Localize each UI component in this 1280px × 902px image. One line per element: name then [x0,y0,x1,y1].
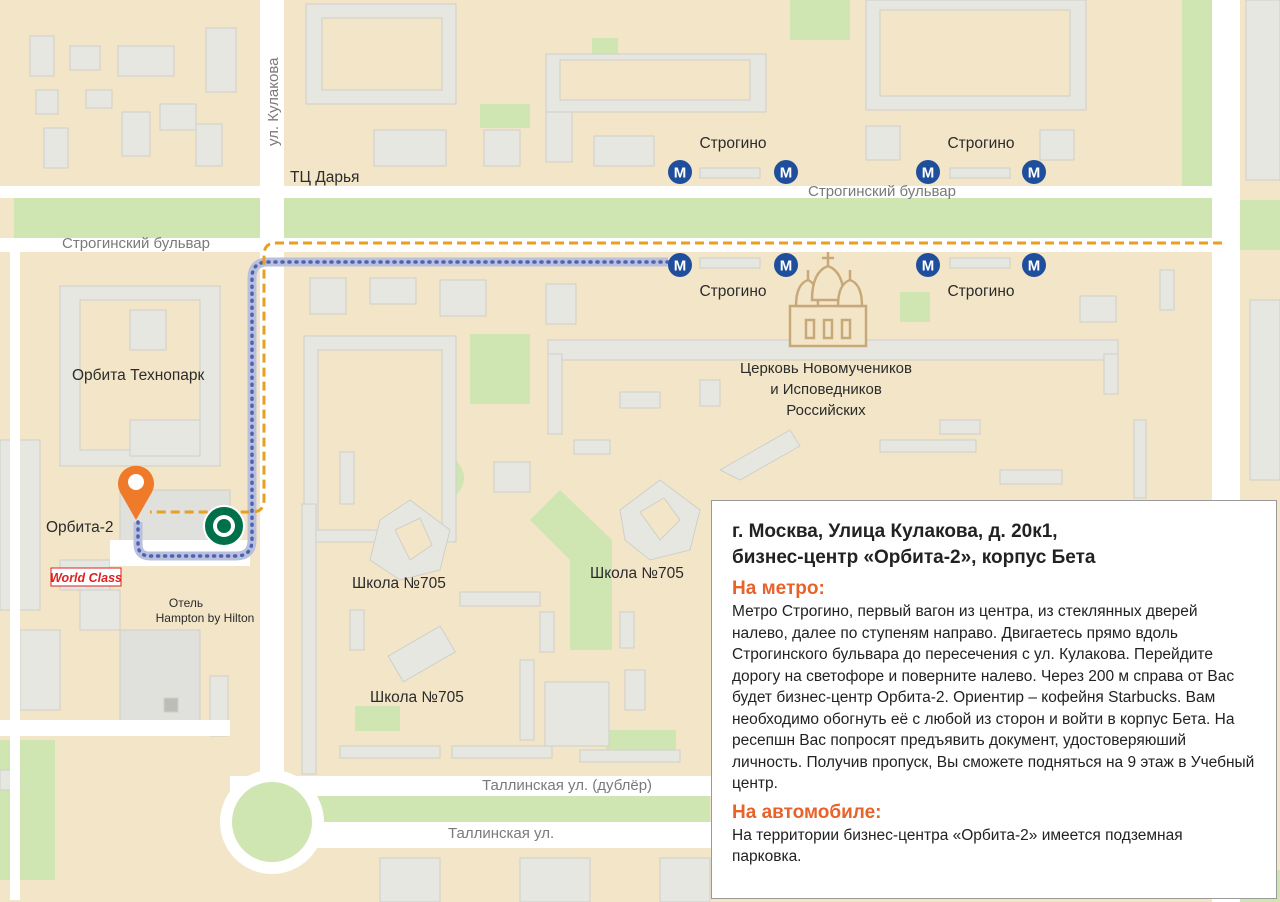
metro-icon-bottom-4[interactable] [1022,253,1046,277]
roundabout-center [232,782,312,862]
metro-icon-letter: М [1027,164,1041,182]
metro-icon-top-2[interactable] [774,160,798,184]
address-title [732,519,1256,571]
place-label-church-1: Церковь Новомучеников [740,360,912,377]
metro-heading: На метро: [732,578,825,599]
metro-icon-letter: М [921,164,935,182]
place-label-hotel-2: Hampton by Hilton [155,611,255,625]
street-label-strogino-blvd-left: Строгинский бульвар [62,235,210,252]
metro-icon-bottom-1[interactable] [668,253,692,277]
address-line-1: г. Москва, Улица Кулакова, д. 20к1, [732,521,1058,542]
metro-icon-top-3[interactable] [916,160,940,184]
metro-directions-text: Метро Строгино, первый вагон из центра, из стеклянных дверей налево, далее по ступеням направо. Двигаетесь прямо вдоль Строгинского бульвара до пересечения с ул. Кулакова. Перейдите дорогу на светофоре и поверните налево. Через 200 м справа от Вас будет бизнес-центр Орбита-2. Ориентир – кофейня Starbucks. Вам необходимо обогнуть её с любой из сторон и войти в корпус Бета. На ресепшн Вас попросят предъявить документ, удостоверяюший личность. Получив пропуск, Вы сможете подняться на 9 этаж в Учебный центр. [732,603,1255,792]
metro-label-top-right: Строгино [947,135,1015,152]
metro-icon-letter: М [673,257,687,275]
metro-icon-letter: М [779,257,793,275]
metro-icon-top-1[interactable] [668,160,692,184]
street-label-kulakova: ул. Кулакова [265,57,282,146]
place-label-church-3: Российских [786,402,866,419]
street-label-strogino-blvd-top: Строгинский бульвар [808,183,956,200]
place-label-orbita2: Орбита-2 [46,519,114,536]
directions-panel [711,500,1277,899]
metro-icon-top-4[interactable] [1022,160,1046,184]
metro-label-bottom-left: Строгино [699,283,767,300]
metro-icon-letter: М [673,164,687,182]
metro-icon-bottom-2[interactable] [774,253,798,277]
street-label-tallinn: Таллинская ул. [448,825,555,842]
svg-text:World Class: World Class [49,571,123,585]
place-label-orbita-technopark: Орбита Технопарк [72,367,205,384]
place-label-school-3: Школа №705 [370,689,464,706]
street-label-tallinn-dubler: Таллинская ул. (дублёр) [482,777,653,794]
place-label-church-2: и Исповедников [770,381,882,398]
metro-icon-letter: М [921,257,935,275]
place-label-tc-darya: ТЦ Дарья [290,169,360,186]
metro-icon-bottom-3[interactable] [916,253,940,277]
place-label-hotel-1: Отель [168,596,204,610]
starbucks-icon[interactable] [204,506,244,546]
place-label-school-1: Школа №705 [352,575,446,592]
metro-label-bottom-right: Строгино [947,283,1015,300]
car-heading: На автомобиле: [732,801,882,823]
address-line-2: бизнес-центр «Орбита-2», корпус Бета [732,547,1096,568]
metro-label-top-left: Строгино [699,135,767,152]
metro-icon-letter: М [779,164,793,182]
place-label-school-2: Школа №705 [590,565,684,582]
worldclass-logo [50,568,122,586]
metro-icon-letter: М [1027,257,1041,275]
car-directions-text: На территории бизнес-центра «Орбита-2» имеется подземная парковка. [732,826,1183,865]
